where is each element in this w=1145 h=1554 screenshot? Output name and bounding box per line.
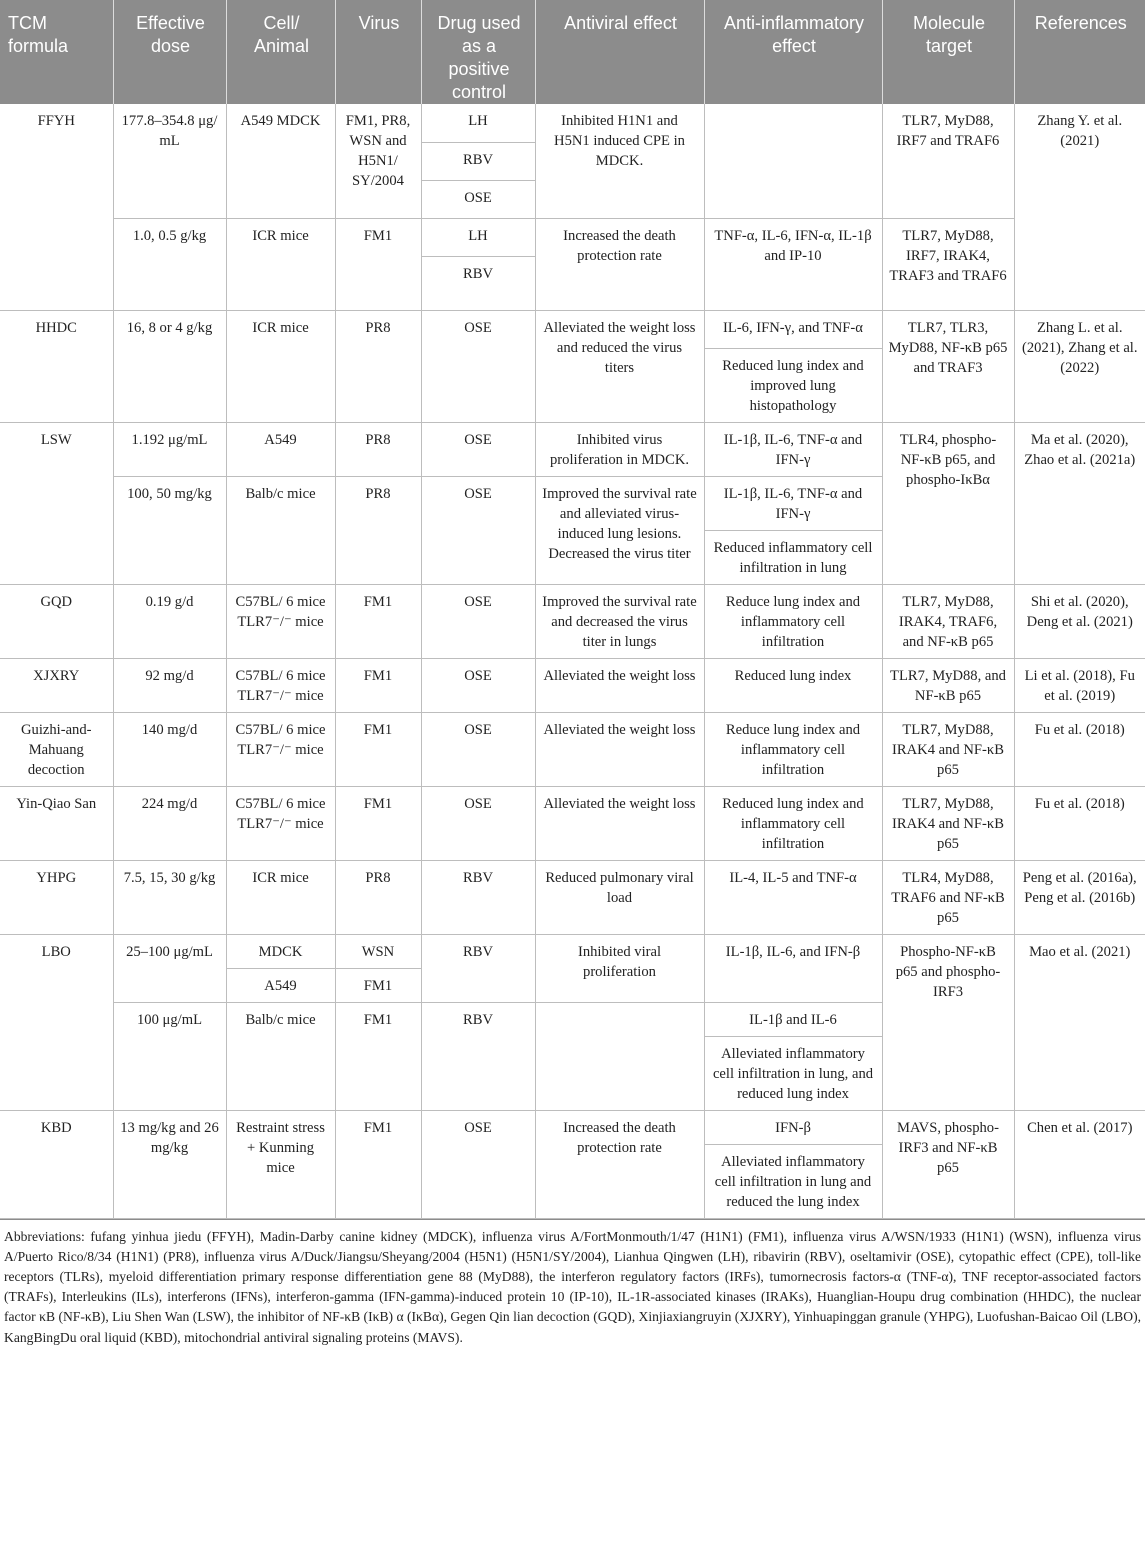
table-cell: Improved the survival rate and alleviated virus-induced lung lesions. Decreased the virus titer: [535, 476, 704, 584]
table-cell: OSE: [421, 476, 535, 584]
table-cell: OSE: [421, 310, 535, 422]
table-cell: MAVS, phospho-IRF3 and NF-κB p65: [882, 1110, 1014, 1218]
table-cell: 140 mg/d: [113, 712, 226, 786]
table-cell: IL-6, IFN-γ, and TNF-α: [704, 310, 882, 348]
table-cell: TLR4, phospho-NF-κB p65, and phospho-IκBα: [882, 422, 1014, 584]
table-cell: OSE: [421, 180, 535, 218]
table-cell: TLR7, MyD88, IRF7, IRAK4, TRAF3 and TRAF6: [882, 218, 1014, 310]
header-cell: Drug used as a positive control: [421, 0, 535, 104]
table-cell: 1.192 μg/mL: [113, 422, 226, 476]
table-cell: Reduced inflammatory cell infiltration in lung: [704, 530, 882, 584]
table-cell: RBV: [421, 256, 535, 310]
table-cell: Reduced lung index and inflammatory cell infiltration: [704, 786, 882, 860]
table-cell: IL-1β, IL-6, and IFN-β: [704, 934, 882, 1002]
table-row: [0, 1110, 1145, 1144]
table-row: [0, 786, 1145, 860]
table-cell: Reduced lung index: [704, 658, 882, 712]
table-cell: WSN: [335, 934, 421, 968]
table-cell: ICR mice: [226, 310, 335, 422]
table-row: [0, 310, 1145, 348]
table-cell: TLR7, TLR3, MyD88, NF-κB p65 and TRAF3: [882, 310, 1014, 422]
table-cell: PR8: [335, 422, 421, 476]
table-cell: 0.19 g/d: [113, 584, 226, 658]
table-cell: FM1: [335, 1002, 421, 1110]
table-row: [0, 860, 1145, 934]
table-header: [0, 0, 1145, 104]
table-cell: IL-1β, IL-6, TNF-α and IFN-γ: [704, 422, 882, 476]
table-cell: LBO: [0, 934, 113, 1110]
table-cell: Alleviated the weight loss and reduced the virus titers: [535, 310, 704, 422]
table-cell: XJXRY: [0, 658, 113, 712]
table-cell: FM1: [335, 584, 421, 658]
table-cell: Inhibited virus proliferation in MDCK.: [535, 422, 704, 476]
table-cell: Balb/c mice: [226, 476, 335, 584]
table-cell: RBV: [421, 142, 535, 180]
table-cell: Phospho-NF-κB p65 and phospho-IRF3: [882, 934, 1014, 1110]
table-cell: Fu et al. (2018): [1014, 786, 1145, 860]
table-cell: OSE: [421, 422, 535, 476]
table-cell: OSE: [421, 712, 535, 786]
table-cell: HHDC: [0, 310, 113, 422]
table-cell: C57BL/ 6 mice TLR7⁻/⁻ mice: [226, 786, 335, 860]
header-cell: Virus: [335, 0, 421, 104]
table-cell: 7.5, 15, 30 g/kg: [113, 860, 226, 934]
table-cell: OSE: [421, 658, 535, 712]
table-row: [0, 584, 1145, 658]
table-cell: Balb/c mice: [226, 1002, 335, 1110]
table-cell: A549: [226, 422, 335, 476]
header-cell: Molecule target: [882, 0, 1014, 104]
table-cell: Yin-Qiao San: [0, 786, 113, 860]
table-cell: 25–100 μg/mL: [113, 934, 226, 1002]
table-cell: Alleviated the weight loss: [535, 786, 704, 860]
header-cell: Anti-inflammatory effect: [704, 0, 882, 104]
table-cell: [704, 104, 882, 218]
table-cell: Peng et al. (2016a), Peng et al. (2016b): [1014, 860, 1145, 934]
table-cell: Alleviated inflammatory cell infiltration in lung, and reduced lung index: [704, 1036, 882, 1110]
table-cell: PR8: [335, 310, 421, 422]
table-cell: [535, 1002, 704, 1110]
table-cell: FFYH: [0, 104, 113, 310]
header-cell: Antiviral effect: [535, 0, 704, 104]
table-row: [0, 658, 1145, 712]
table-cell: Zhang Y. et al. (2021): [1014, 104, 1145, 310]
table-cell: TLR7, MyD88, IRAK4 and NF-κB p65: [882, 712, 1014, 786]
table-cell: GQD: [0, 584, 113, 658]
table-cell: RBV: [421, 860, 535, 934]
table-cell: Increased the death protection rate: [535, 1110, 704, 1218]
table-cell: KBD: [0, 1110, 113, 1218]
table-cell: Fu et al. (2018): [1014, 712, 1145, 786]
table-cell: 92 mg/d: [113, 658, 226, 712]
table-cell: 100, 50 mg/kg: [113, 476, 226, 584]
table-cell: Alleviated inflammatory cell infiltration in lung and reduced the lung index: [704, 1144, 882, 1218]
table-cell: Alleviated the weight loss: [535, 712, 704, 786]
table-cell: TLR7, MyD88, and NF-κB p65: [882, 658, 1014, 712]
header-cell: References: [1014, 0, 1145, 104]
header-cell: Effective dose: [113, 0, 226, 104]
table-cell: Chen et al. (2017): [1014, 1110, 1145, 1218]
table-cell: OSE: [421, 786, 535, 860]
table-cell: TLR4, MyD88, TRAF6 and NF-κB p65: [882, 860, 1014, 934]
table-cell: LH: [421, 218, 535, 256]
header-cell: Cell/ Animal: [226, 0, 335, 104]
table-cell: Reduced lung index and improved lung histopathology: [704, 348, 882, 422]
table-cell: Restraint stress + Kunming mice: [226, 1110, 335, 1218]
table-cell: Reduce lung index and inflammatory cell infiltration: [704, 712, 882, 786]
table-cell: A549: [226, 968, 335, 1002]
table-cell: Reduce lung index and inflammatory cell infiltration: [704, 584, 882, 658]
table-cell: RBV: [421, 1002, 535, 1110]
table-cell: OSE: [421, 584, 535, 658]
table-cell: FM1: [335, 712, 421, 786]
table-cell: 224 mg/d: [113, 786, 226, 860]
table-cell: PR8: [335, 860, 421, 934]
table-cell: FM1: [335, 968, 421, 1002]
table-cell: A549 MDCK: [226, 104, 335, 218]
table-cell: Inhibited viral proliferation: [535, 934, 704, 1002]
table-cell: IFN-β: [704, 1110, 882, 1144]
table-cell: IL-1β and IL-6: [704, 1002, 882, 1036]
table-cell: C57BL/ 6 mice TLR7⁻/⁻ mice: [226, 584, 335, 658]
table-cell: IL-1β, IL-6, TNF-α and IFN-γ: [704, 476, 882, 530]
table-cell: Inhibited H1N1 and H5N1 induced CPE in MDCK.: [535, 104, 704, 218]
table-cell: 100 μg/mL: [113, 1002, 226, 1110]
table-cell: 16, 8 or 4 g/kg: [113, 310, 226, 422]
table-cell: RBV: [421, 934, 535, 1002]
table-cell: Reduced pulmonary viral load: [535, 860, 704, 934]
table-cell: C57BL/ 6 mice TLR7⁻/⁻ mice: [226, 658, 335, 712]
table-cell: Mao et al. (2021): [1014, 934, 1145, 1110]
table-cell: LH: [421, 104, 535, 142]
table-cell: 177.8–354.8 μg/ mL: [113, 104, 226, 218]
table-cell: ICR mice: [226, 860, 335, 934]
table-row: [0, 218, 1145, 256]
table-row: [0, 712, 1145, 786]
table-row: [0, 104, 1145, 142]
table-row: [0, 422, 1145, 476]
table-cell: Shi et al. (2020), Deng et al. (2021): [1014, 584, 1145, 658]
header-cell: TCM formula: [0, 0, 113, 104]
table-cell: TLR7, MyD88, IRAK4, TRAF6, and NF-κB p65: [882, 584, 1014, 658]
table-cell: FM1: [335, 658, 421, 712]
table-cell: Improved the survival rate and decreased the virus titer in lungs: [535, 584, 704, 658]
table-cell: TLR7, MyD88, IRF7 and TRAF6: [882, 104, 1014, 218]
table-cell: MDCK: [226, 934, 335, 968]
table-cell: FM1: [335, 1110, 421, 1218]
table-cell: ICR mice: [226, 218, 335, 310]
table-cell: Zhang L. et al. (2021), Zhang et al. (2022): [1014, 310, 1145, 422]
table-cell: TNF-α, IL-6, IFN-α, IL-1β and IP-10: [704, 218, 882, 310]
table-row: [0, 934, 1145, 968]
table-cell: YHPG: [0, 860, 113, 934]
table-cell: IL-4, IL-5 and TNF-α: [704, 860, 882, 934]
table-cell: FM1: [335, 218, 421, 310]
table-cell: 1.0, 0.5 g/kg: [113, 218, 226, 310]
table-cell: 13 mg/kg and 26 mg/kg: [113, 1110, 226, 1218]
table-cell: Ma et al. (2020), Zhao et al. (2021a): [1014, 422, 1145, 584]
table-cell: TLR7, MyD88, IRAK4 and NF-κB p65: [882, 786, 1014, 860]
table-cell: C57BL/ 6 mice TLR7⁻/⁻ mice: [226, 712, 335, 786]
table-cell: Guizhi-and-Mahuang decoction: [0, 712, 113, 786]
table-cell: FM1: [335, 786, 421, 860]
table-cell: PR8: [335, 476, 421, 584]
table-cell: FM1, PR8, WSN and H5N1/ SY/2004: [335, 104, 421, 218]
table-cell: Li et al. (2018), Fu et al. (2019): [1014, 658, 1145, 712]
table-cell: Alleviated the weight loss: [535, 658, 704, 712]
table-cell: OSE: [421, 1110, 535, 1218]
table-cell: Increased the death protection rate: [535, 218, 704, 310]
table-footnote: Abbreviations: fufang yinhua jiedu (FFYH), Madin-Darby canine kidney (MDCK), influenza virus A/FortMonmouth/1/47 (H1N1) (FM1), influenza virus A/WSN/1933 (H1N1) (WSN), influenza virus A/Puerto Rico/8/34 (H1N1) (PR8), influenza virus A/Duck/Jiangsu/Sheyang/2004 (H5N1) (H5N1/SY/2004), Lianhua Qingwen (LH), ribavirin (RBV), oseltamivir (OSE), cytopathic effect (CPE), toll-like receptors (TLRs), myeloid differentiation primary response differentiation gene 88 (MyD88), the interferon regulatory factors (IRFs), tumornecrosis factors-α (TNF-α), TNF receptor-associated factors (TRAFs), Interleukins (ILs), interferons (IFNs), interferon-gamma (IFN-gamma)-induced protein 10 (IP-10), IL-1R-associated kinases (IRAKs), Huanglian-Houpu drug combination (HHDC), the nuclear factor κB (NF-κB), Liu Shen Wan (LSW), the inhibitor of NF-κB (IκB) α (IκBα), Gegen Qin lian decoction (GQD), Xinjiaxiangruyin (XJXRY), Yinhuapinggan granule (YHPG), Luofushan-Baicao Oil (LBO), KangBingDu oral liquid (KBD), mitochondrial antiviral signaling proteins (MAVS).: [0, 1219, 1145, 1348]
table-cell: LSW: [0, 422, 113, 584]
